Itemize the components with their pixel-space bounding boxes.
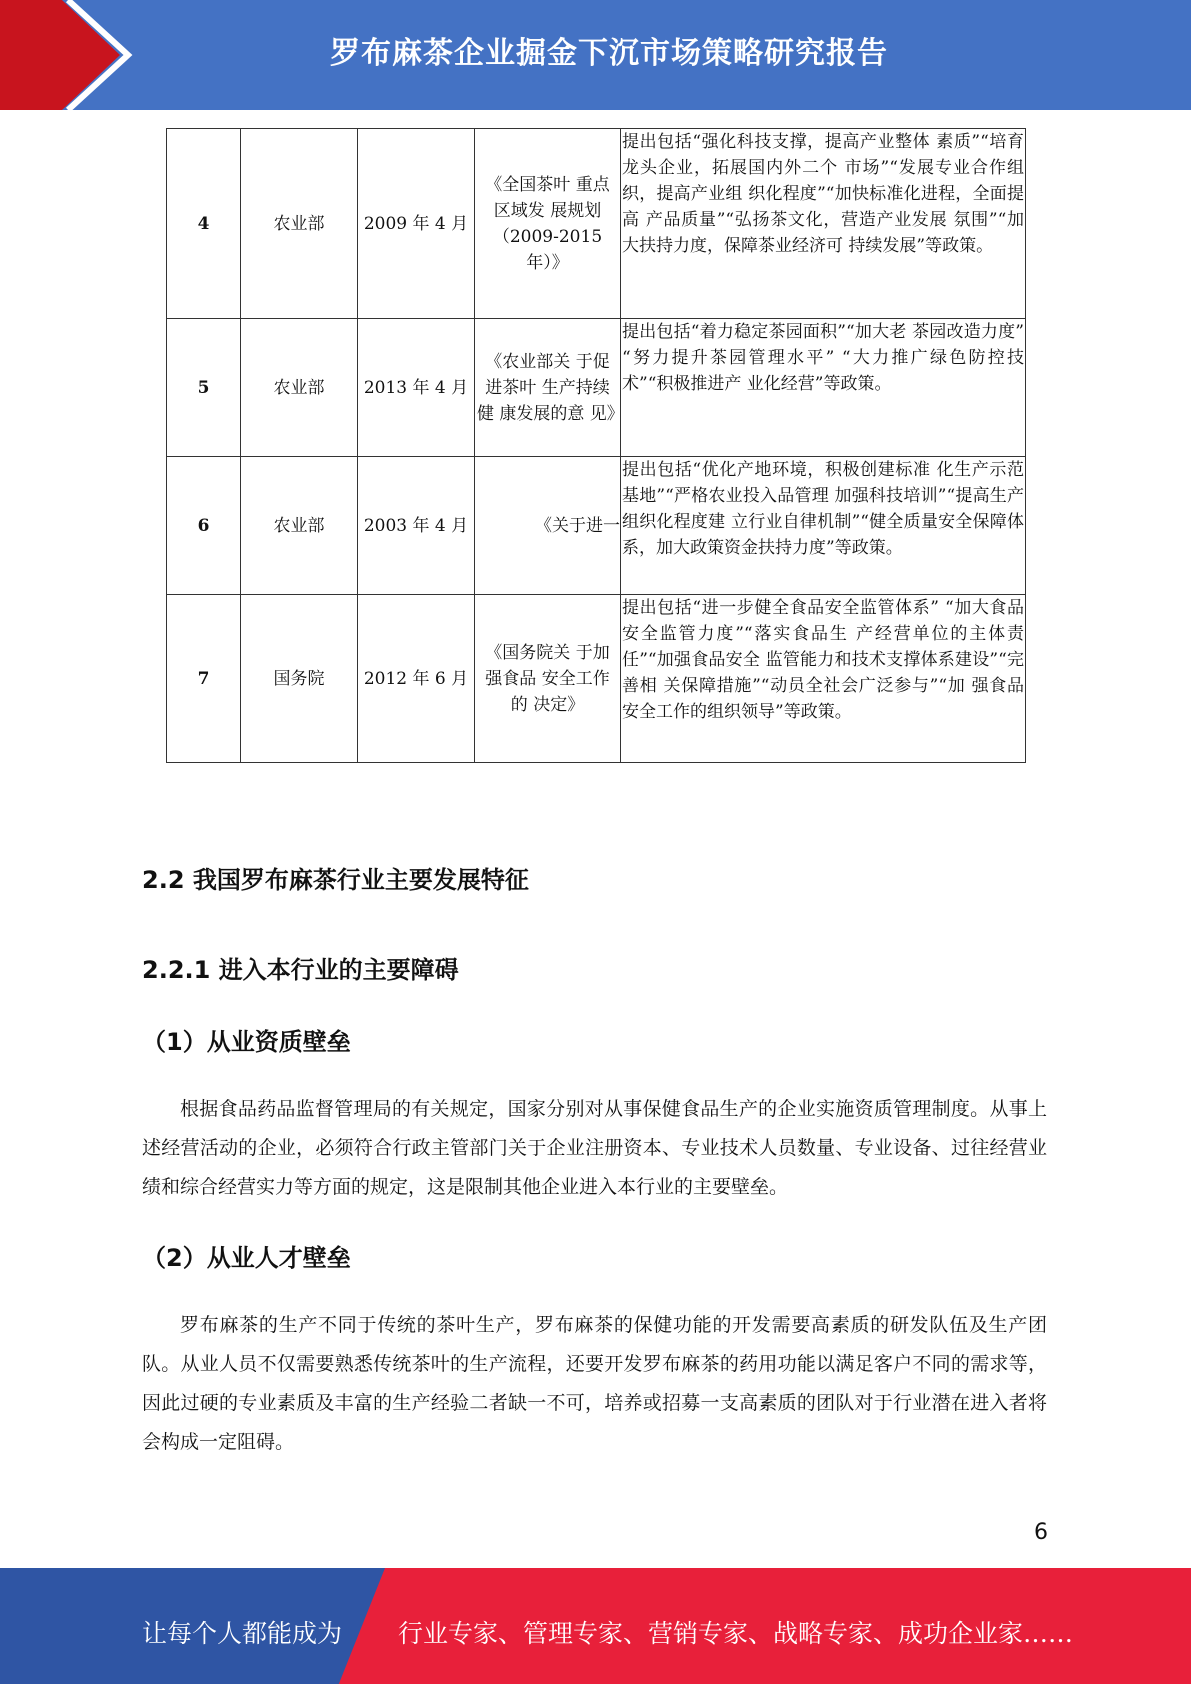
barrier-heading-talent: （2）从业人才壁垒 — [142, 1244, 351, 1272]
row-date: 2013 年 4 月 — [358, 319, 475, 457]
row-document: 《国务院关 于加强食品 安全工作的 决定》 — [475, 595, 621, 763]
row-number: 5 — [167, 319, 241, 457]
row-department: 农业部 — [241, 457, 358, 595]
row-number: 7 — [167, 595, 241, 763]
row-document: 《农业部关 于促进茶叶 生产持续健 康发展的意 见》 — [475, 319, 621, 457]
table-row — [167, 595, 1026, 763]
header-arrow-decoration — [0, 0, 150, 110]
row-department: 国务院 — [241, 595, 358, 763]
row-date: 2003 年 4 月 — [358, 457, 475, 595]
footer-slogan-left: 让每个人都能成为 — [142, 1619, 343, 1648]
row-content: 提出包括“着力稳定茶园面积”“加大老 茶园改造力度” “努力提升茶园管理水平” “大力推广绿色防控技术”“积极推进产 业化经营”等政策。 — [621, 319, 1026, 457]
table-row — [167, 129, 1026, 319]
row-department: 农业部 — [241, 319, 358, 457]
footer-slogan-right: 行业专家、管理专家、营销专家、战略专家、成功企业家…… — [398, 1619, 1074, 1648]
row-department: 农业部 — [241, 129, 358, 319]
row-date: 2009 年 4 月 — [358, 129, 475, 319]
page-header — [0, 0, 1191, 110]
table-row — [167, 319, 1026, 457]
page-footer — [0, 1568, 1191, 1684]
barrier-heading-qualification: （1）从业资质壁垒 — [142, 1028, 351, 1056]
row-document: 《关于进一 — [475, 457, 621, 595]
barrier-paragraph-talent: 罗布麻茶的生产不同于传统的茶叶生产，罗布麻茶的保健功能的开发需要高素质的研发队伍及生产团队。从业人员不仅需要熟悉传统茶叶的生产流程，还要开发罗布麻茶的药用功能以满足客户不同的需求等，因此过硬的专业素质及丰富的生产经验二者缺一不可，培养或招募一支高素质的团队对于行业潜在进入者将会构成一定阻碍。 — [142, 1314, 1047, 1453]
row-number: 4 — [167, 129, 241, 319]
table-row — [167, 457, 1026, 595]
row-content: 提出包括“优化产地环境，积极创建标准 化生产示范基地”“严格农业投入品管理 加强科技培训”“提高生产组织化程度建 立行业自律机制”“健全质量安全保障体 系，加大政策资金扶持力度”等政策。 — [621, 457, 1026, 595]
page-number: 6 — [1034, 1520, 1048, 1545]
row-date: 2012 年 6 月 — [358, 595, 475, 763]
row-document: 《全国茶叶 重点区域发 展规划（2009-2015 年）》 — [475, 129, 621, 319]
subsection-heading: 2.2.1 进入本行业的主要障碍 — [142, 956, 459, 984]
section-heading: 2.2 我国罗布麻茶行业主要发展特征 — [142, 866, 529, 894]
row-content: 提出包括“进一步健全食品安全监管体系” “加大食品安全监管力度”“落实食品生 产经营单位的主体责任”“加强食品安全 监管能力和技术支撑体系建设”“完善相 关保障措施”“动员全社会广泛参与”“加 强食品安全工作的组织领导”等政策。 — [621, 595, 1026, 763]
header-title: 罗布麻茶企业掘金下沉市场策略研究报告 — [330, 36, 888, 71]
barrier-paragraph-qualification: 根据食品药品监督管理局的有关规定，国家分别对从事保健食品生产的企业实施资质管理制度。从事上述经营活动的企业，必须符合行政主管部门关于企业注册资本、专业技术人员数量、专业设备、过往经营业绩和综合经营实力等方面的规定，这是限制其他企业进入本行业的主要壁垒。 — [142, 1098, 1047, 1198]
policy-table — [166, 128, 1026, 763]
row-number: 6 — [167, 457, 241, 595]
row-content: 提出包括“强化科技支撑，提高产业整体 素质”“培育龙头企业，拓展国内外二个 市场”“发展专业合作组织，提高产业组 织化程度”“加快标准化进程，全面提高 产品质量”“弘扬茶文化，营造产业发展 氛围”“加大扶持力度，保障茶业经济可 持续发展”等政策。 — [621, 129, 1026, 319]
